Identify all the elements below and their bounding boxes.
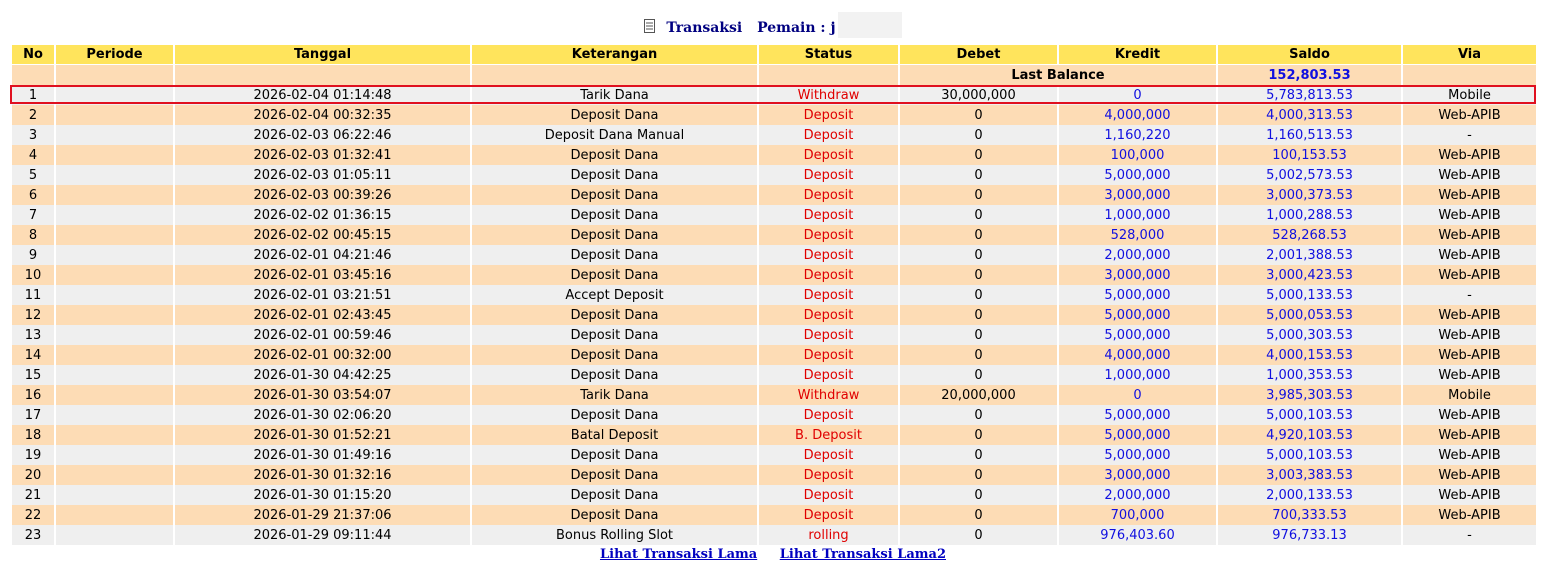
cell-tanggal: 2026-02-02 01:36:15	[175, 205, 470, 225]
cell-keterangan: Tarik Dana	[472, 85, 757, 105]
cell-tanggal: 2026-01-30 01:32:16	[175, 465, 470, 485]
cell-keterangan: Deposit Dana	[472, 105, 757, 125]
cell-no: 20	[12, 465, 54, 485]
cell-via: Web-APIB	[1403, 245, 1536, 265]
cell-via: Web-APIB	[1403, 425, 1536, 445]
last-balance-row	[12, 65, 1536, 85]
page-title-bar	[0, 18, 1546, 38]
cell-status: Deposit	[759, 305, 898, 325]
redacted-name	[838, 12, 902, 38]
cell-debet: 0	[900, 125, 1057, 145]
cell-keterangan: Deposit Dana	[472, 245, 757, 265]
cell-tanggal: 2026-01-29 21:37:06	[175, 505, 470, 525]
cell-no: 3	[12, 125, 54, 145]
cell-periode	[56, 445, 173, 465]
old-transactions-link[interactable]: Lihat Transaksi Lama	[599, 547, 758, 562]
cell-tanggal: 2026-01-30 04:42:25	[175, 365, 470, 385]
cell-kredit: 2,000,000	[1059, 245, 1216, 265]
cell-no: 10	[12, 265, 54, 285]
cell-status: Deposit	[759, 145, 898, 165]
cell-debet: 0	[900, 485, 1057, 505]
cell-saldo: 1,160,513.53	[1218, 125, 1401, 145]
cell-debet: 0	[900, 345, 1057, 365]
cell-via: -	[1403, 125, 1536, 145]
cell-saldo: 5,000,133.53	[1218, 285, 1401, 305]
cell-periode	[56, 405, 173, 425]
cell-periode	[56, 105, 173, 125]
cell-tanggal: 2026-02-01 03:45:16	[175, 265, 470, 285]
cell-keterangan: Deposit Dana	[472, 305, 757, 325]
cell-no: 6	[12, 185, 54, 205]
cell-no: 1	[12, 85, 54, 105]
cell-kredit: 976,403.60	[1059, 525, 1216, 545]
cell-via: Web-APIB	[1403, 345, 1536, 365]
cell-kredit: 5,000,000	[1059, 445, 1216, 465]
cell-keterangan: Deposit Dana	[472, 465, 757, 485]
cell-via: Web-APIB	[1403, 465, 1536, 485]
cell-no: 18	[12, 425, 54, 445]
col-debet: Debet	[900, 45, 1057, 65]
cell-keterangan: Deposit Dana	[472, 365, 757, 385]
cell-saldo: 5,002,573.53	[1218, 165, 1401, 185]
cell-keterangan: Deposit Dana	[472, 265, 757, 285]
table-row	[12, 405, 1536, 425]
cell-saldo: 3,000,373.53	[1218, 185, 1401, 205]
cell-status: Deposit	[759, 505, 898, 525]
transaction-table	[10, 45, 1538, 545]
cell-tanggal: 2026-02-01 04:21:46	[175, 245, 470, 265]
cell-keterangan: Deposit Dana	[472, 165, 757, 185]
cell-status: Deposit	[759, 285, 898, 305]
cell-periode	[56, 425, 173, 445]
cell-saldo: 4,000,313.53	[1218, 105, 1401, 125]
cell-kredit: 5,000,000	[1059, 425, 1216, 445]
col-no: No	[12, 45, 54, 65]
cell-kredit: 3,000,000	[1059, 185, 1216, 205]
cell-no: 2	[12, 105, 54, 125]
cell-no: 15	[12, 365, 54, 385]
cell-tanggal: 2026-02-02 00:45:15	[175, 225, 470, 245]
table-row	[12, 265, 1536, 285]
cell-saldo: 2,001,388.53	[1218, 245, 1401, 265]
cell-saldo: 5,000,303.53	[1218, 325, 1401, 345]
cell-tanggal: 2026-01-30 03:54:07	[175, 385, 470, 405]
cell-keterangan: Deposit Dana	[472, 345, 757, 365]
cell-saldo: 976,733.13	[1218, 525, 1401, 545]
cell-saldo: 4,000,153.53	[1218, 345, 1401, 365]
cell-no: 13	[12, 325, 54, 345]
col-via: Via	[1403, 45, 1536, 65]
cell-debet: 0	[900, 325, 1057, 345]
cell-keterangan: Bonus Rolling Slot	[472, 525, 757, 545]
cell-keterangan: Deposit Dana	[472, 225, 757, 245]
cell-periode	[56, 245, 173, 265]
cell-periode	[56, 225, 173, 245]
cell-kredit: 0	[1059, 85, 1216, 105]
cell-tanggal: 2026-01-30 01:15:20	[175, 485, 470, 505]
cell-saldo: 700,333.53	[1218, 505, 1401, 525]
cell-status: Deposit	[759, 485, 898, 505]
cell-saldo: 5,000,103.53	[1218, 405, 1401, 425]
cell-saldo: 3,003,383.53	[1218, 465, 1401, 485]
cell-tanggal: 2026-01-30 01:52:21	[175, 425, 470, 445]
table-row	[12, 165, 1536, 185]
cell-periode	[56, 505, 173, 525]
cell-via: -	[1403, 525, 1536, 545]
table-row	[12, 145, 1536, 165]
cell-tanggal: 2026-01-30 01:49:16	[175, 445, 470, 465]
cell-status: Deposit	[759, 405, 898, 425]
cell-kredit: 5,000,000	[1059, 165, 1216, 185]
cell-saldo: 528,268.53	[1218, 225, 1401, 245]
cell-periode	[56, 185, 173, 205]
cell-via: Web-APIB	[1403, 305, 1536, 325]
cell-kredit: 1,000,000	[1059, 365, 1216, 385]
cell-via: Web-APIB	[1403, 185, 1536, 205]
cell-saldo: 1,000,353.53	[1218, 365, 1401, 385]
table-row	[12, 445, 1536, 465]
cell-kredit: 5,000,000	[1059, 325, 1216, 345]
cell-via: Web-APIB	[1403, 265, 1536, 285]
col-keterangan: Keterangan	[472, 45, 757, 65]
cell-status: Deposit	[759, 365, 898, 385]
cell-status: Deposit	[759, 245, 898, 265]
table-row	[12, 345, 1536, 365]
cell-periode	[56, 285, 173, 305]
cell-debet: 0	[900, 165, 1057, 185]
cell-status: B. Deposit	[759, 425, 898, 445]
cell-no: 4	[12, 145, 54, 165]
cell-kredit: 3,000,000	[1059, 265, 1216, 285]
col-periode: Periode	[56, 45, 173, 65]
cell-saldo: 5,000,103.53	[1218, 445, 1401, 465]
cell-kredit: 4,000,000	[1059, 345, 1216, 365]
cell-tanggal: 2026-02-04 01:14:48	[175, 85, 470, 105]
cell-debet: 0	[900, 245, 1057, 265]
col-tanggal: Tanggal	[175, 45, 470, 65]
cell-keterangan: Deposit Dana Manual	[472, 125, 757, 145]
cell-debet: 0	[900, 145, 1057, 165]
table-row	[12, 525, 1536, 545]
cell-tanggal: 2026-02-04 00:32:35	[175, 105, 470, 125]
cell-periode	[56, 265, 173, 285]
cell-tanggal: 2026-02-03 01:32:41	[175, 145, 470, 165]
footer-links	[0, 547, 1546, 562]
cell-no: 17	[12, 405, 54, 425]
cell-kredit: 1,000,000	[1059, 205, 1216, 225]
cell-tanggal: 2026-02-03 06:22:46	[175, 125, 470, 145]
table-row	[12, 205, 1536, 225]
cell-keterangan: Accept Deposit	[472, 285, 757, 305]
cell-periode	[56, 365, 173, 385]
table-row	[12, 245, 1536, 265]
cell-tanggal: 2026-01-29 09:11:44	[175, 525, 470, 545]
col-status: Status	[759, 45, 898, 65]
cell-kredit: 3,000,000	[1059, 465, 1216, 485]
cell-saldo: 2,000,133.53	[1218, 485, 1401, 505]
table-row	[12, 105, 1536, 125]
cell-kredit: 528,000	[1059, 225, 1216, 245]
cell-kredit: 100,000	[1059, 145, 1216, 165]
cell-no: 14	[12, 345, 54, 365]
cell-keterangan: Batal Deposit	[472, 425, 757, 445]
last-balance-label: Last Balance	[900, 65, 1216, 85]
cell-status: Deposit	[759, 185, 898, 205]
cell-status: Deposit	[759, 345, 898, 365]
cell-status: Deposit	[759, 265, 898, 285]
cell-saldo: 100,153.53	[1218, 145, 1401, 165]
cell-debet: 0	[900, 505, 1057, 525]
cell-no: 9	[12, 245, 54, 265]
table-row	[12, 185, 1536, 205]
cell-keterangan: Deposit Dana	[472, 445, 757, 465]
cell-periode	[56, 145, 173, 165]
col-saldo: Saldo	[1218, 45, 1401, 65]
cell-saldo: 3,985,303.53	[1218, 385, 1401, 405]
cell-debet: 0	[900, 285, 1057, 305]
cell-saldo: 5,783,813.53	[1218, 85, 1401, 105]
cell-keterangan: Deposit Dana	[472, 505, 757, 525]
table-row	[12, 485, 1536, 505]
cell-keterangan: Deposit Dana	[472, 145, 757, 165]
cell-keterangan: Deposit Dana	[472, 325, 757, 345]
cell-kredit: 5,000,000	[1059, 305, 1216, 325]
cell-periode	[56, 485, 173, 505]
cell-status: Deposit	[759, 205, 898, 225]
cell-no: 11	[12, 285, 54, 305]
cell-no: 12	[12, 305, 54, 325]
player-label: Pemain : j	[757, 20, 836, 36]
cell-debet: 0	[900, 445, 1057, 465]
cell-tanggal: 2026-01-30 02:06:20	[175, 405, 470, 425]
cell-keterangan: Deposit Dana	[472, 485, 757, 505]
cell-debet: 30,000,000	[900, 85, 1057, 105]
cell-saldo: 1,000,288.53	[1218, 205, 1401, 225]
cell-periode	[56, 465, 173, 485]
cell-status: Deposit	[759, 465, 898, 485]
cell-via: Mobile	[1403, 385, 1536, 405]
cell-no: 21	[12, 485, 54, 505]
cell-no: 7	[12, 205, 54, 225]
cell-debet: 20,000,000	[900, 385, 1057, 405]
cell-status: Deposit	[759, 125, 898, 145]
col-kredit: Kredit	[1059, 45, 1216, 65]
cell-kredit: 700,000	[1059, 505, 1216, 525]
cell-no: 5	[12, 165, 54, 185]
cell-saldo: 4,920,103.53	[1218, 425, 1401, 445]
cell-debet: 0	[900, 405, 1057, 425]
cell-kredit: 0	[1059, 385, 1216, 405]
cell-status: Deposit	[759, 105, 898, 125]
cell-debet: 0	[900, 225, 1057, 245]
cell-via: Mobile	[1403, 85, 1536, 105]
table-row	[12, 285, 1536, 305]
cell-status: Withdraw	[759, 385, 898, 405]
cell-via: Web-APIB	[1403, 205, 1536, 225]
cell-periode	[56, 165, 173, 185]
cell-status: rolling	[759, 525, 898, 545]
cell-periode	[56, 345, 173, 365]
cell-debet: 0	[900, 265, 1057, 285]
cell-debet: 0	[900, 525, 1057, 545]
cell-kredit: 5,000,000	[1059, 405, 1216, 425]
cell-tanggal: 2026-02-01 03:21:51	[175, 285, 470, 305]
cell-via: Web-APIB	[1403, 325, 1536, 345]
cell-debet: 0	[900, 305, 1057, 325]
cell-debet: 0	[900, 465, 1057, 485]
cell-periode	[56, 325, 173, 345]
cell-tanggal: 2026-02-01 02:43:45	[175, 305, 470, 325]
cell-via: Web-APIB	[1403, 485, 1536, 505]
cell-debet: 0	[900, 425, 1057, 445]
cell-status: Deposit	[759, 445, 898, 465]
cell-keterangan: Deposit Dana	[472, 205, 757, 225]
table-row	[12, 85, 1536, 105]
cell-via: Web-APIB	[1403, 165, 1536, 185]
cell-via: Web-APIB	[1403, 505, 1536, 525]
table-row	[12, 325, 1536, 345]
cell-no: 19	[12, 445, 54, 465]
table-header-row	[12, 45, 1536, 65]
table-row	[12, 425, 1536, 445]
cell-tanggal: 2026-02-03 00:39:26	[175, 185, 470, 205]
cell-periode	[56, 125, 173, 145]
document-icon	[644, 19, 655, 33]
page-title: Transaksi	[666, 20, 743, 36]
cell-periode	[56, 305, 173, 325]
cell-debet: 0	[900, 205, 1057, 225]
cell-periode	[56, 385, 173, 405]
cell-no: 23	[12, 525, 54, 545]
cell-periode	[56, 525, 173, 545]
cell-periode	[56, 85, 173, 105]
cell-via: Web-APIB	[1403, 365, 1536, 385]
table-row	[12, 225, 1536, 245]
table-row	[12, 125, 1536, 145]
cell-status: Deposit	[759, 325, 898, 345]
cell-debet: 0	[900, 185, 1057, 205]
cell-via: Web-APIB	[1403, 105, 1536, 125]
cell-kredit: 1,160,220	[1059, 125, 1216, 145]
cell-via: Web-APIB	[1403, 225, 1536, 245]
cell-keterangan: Deposit Dana	[472, 405, 757, 425]
cell-tanggal: 2026-02-01 00:59:46	[175, 325, 470, 345]
cell-debet: 0	[900, 365, 1057, 385]
table-row	[12, 465, 1536, 485]
cell-via: Web-APIB	[1403, 145, 1536, 165]
cell-no: 8	[12, 225, 54, 245]
table-row	[12, 365, 1536, 385]
cell-tanggal: 2026-02-01 00:32:00	[175, 345, 470, 365]
cell-via: Web-APIB	[1403, 405, 1536, 425]
cell-keterangan: Deposit Dana	[472, 185, 757, 205]
old-transactions-2-link[interactable]: Lihat Transaksi Lama2	[779, 547, 946, 562]
cell-saldo: 5,000,053.53	[1218, 305, 1401, 325]
cell-no: 22	[12, 505, 54, 525]
cell-via: -	[1403, 285, 1536, 305]
table-row	[12, 505, 1536, 525]
cell-saldo: 3,000,423.53	[1218, 265, 1401, 285]
cell-kredit: 4,000,000	[1059, 105, 1216, 125]
table-row	[12, 385, 1536, 405]
cell-status: Deposit	[759, 225, 898, 245]
cell-no: 16	[12, 385, 54, 405]
cell-status: Withdraw	[759, 85, 898, 105]
cell-kredit: 2,000,000	[1059, 485, 1216, 505]
cell-keterangan: Tarik Dana	[472, 385, 757, 405]
cell-via: Web-APIB	[1403, 445, 1536, 465]
cell-debet: 0	[900, 105, 1057, 125]
table-row	[12, 305, 1536, 325]
cell-kredit: 5,000,000	[1059, 285, 1216, 305]
cell-status: Deposit	[759, 165, 898, 185]
cell-tanggal: 2026-02-03 01:05:11	[175, 165, 470, 185]
cell-periode	[56, 205, 173, 225]
last-balance-value: 152,803.53	[1218, 65, 1401, 85]
